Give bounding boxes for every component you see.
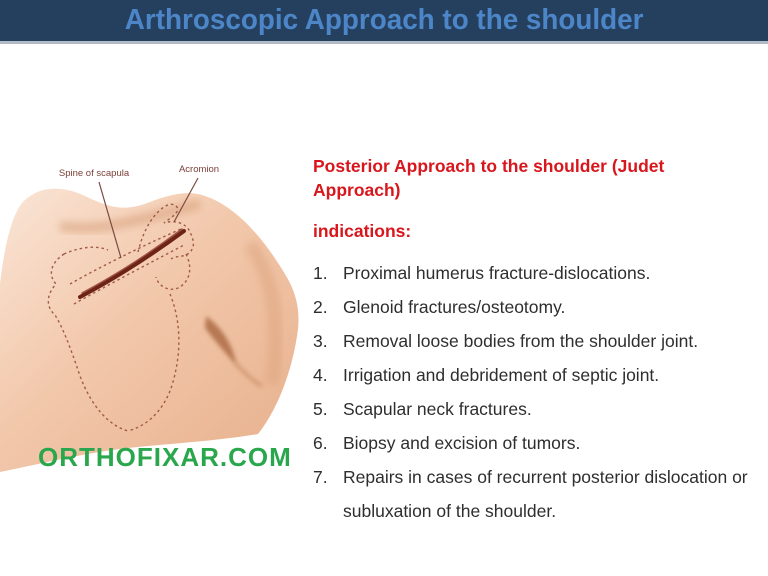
list-item-number: 6. <box>313 433 328 453</box>
list-item-text: Irrigation and debridement of septic joint. <box>343 365 660 385</box>
shoulder-skin <box>0 189 298 472</box>
list-item-text: Scapular neck fractures. <box>343 399 532 419</box>
list-item <box>313 324 755 358</box>
list-item-number: 1. <box>313 263 328 283</box>
list-item <box>313 256 755 290</box>
content-column <box>313 150 755 528</box>
page-title: Arthroscopic Approach to the shoulder <box>124 4 644 36</box>
list-item-text: Biopsy and excision of tumors. <box>343 433 581 453</box>
list-item <box>313 460 755 528</box>
list-item <box>313 290 755 324</box>
title-bar <box>0 0 768 44</box>
heading-line1: Posterior Approach to the shoulder (Judet Approach) <box>313 156 665 200</box>
list-item-number: 5. <box>313 399 328 419</box>
list-item-text: Removal loose bodies from the shoulder joint. <box>343 331 699 351</box>
list-item-number: 7. <box>313 467 328 487</box>
section-heading <box>313 154 755 243</box>
list-item <box>313 392 755 426</box>
list-item-number: 2. <box>313 297 328 317</box>
list-item-number: 4. <box>313 365 328 385</box>
list-item-text: Proximal humerus fracture-dislocations. <box>343 263 651 283</box>
list-item-text: Glenoid fractures/osteotomy. <box>343 297 566 317</box>
heading-line2: indications: <box>313 221 412 241</box>
list-item-number: 3. <box>313 331 328 351</box>
list-item <box>313 426 755 460</box>
shoulder-illustration <box>0 134 306 480</box>
acromion-label: Acromion <box>178 164 220 175</box>
spine-of-scapula-label: Spine of scapula <box>58 168 130 179</box>
list-item <box>313 358 755 392</box>
list-item-text: Repairs in cases of recurrent posterior dislocation or subluxation of the shoulder. <box>343 467 748 521</box>
indications-list <box>313 256 755 528</box>
orthofixar-watermark: ORTHOFIXAR.COM <box>38 442 292 472</box>
